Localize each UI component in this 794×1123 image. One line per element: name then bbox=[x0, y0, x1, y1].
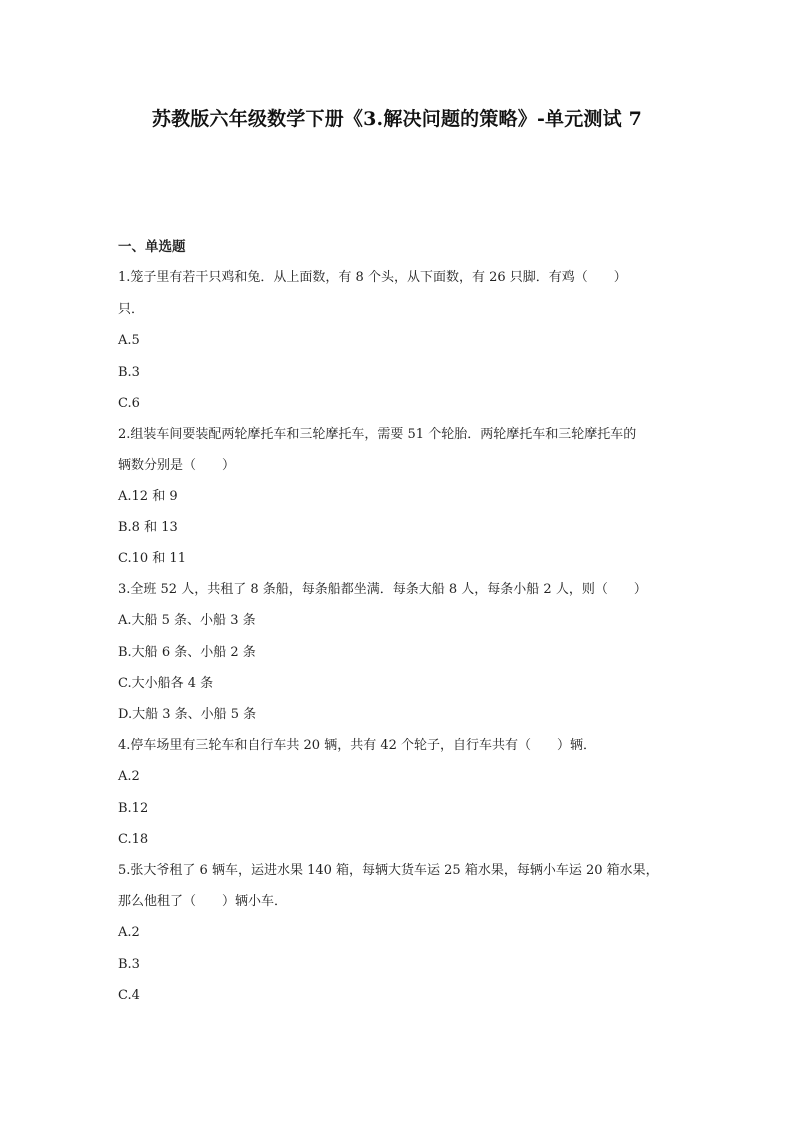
question-1-option-c: C.6 bbox=[118, 396, 140, 411]
question-2-option-a: A.12 和 9 bbox=[118, 489, 178, 504]
question-5-option-c: C.4 bbox=[118, 988, 140, 1003]
question-3-option-b: B.大船 6 条、小船 2 条 bbox=[118, 645, 256, 660]
question-5-stem-line-1: 5.张大爷租了 6 辆车，运进水果 140 箱，每辆大货车运 25 箱水果，每辆小车运 20 箱水果， bbox=[118, 863, 659, 878]
question-3-option-d: D.大船 3 条、小船 5 条 bbox=[118, 707, 257, 722]
question-2-stem-line-1: 2.组装车间要装配两轮摩托车和三轮摩托车，需要 51 个轮胎．两轮摩托车和三轮摩托车的 bbox=[118, 427, 637, 442]
question-4-stem: 4.停车场里有三轮车和自行车共 20 辆，共有 42 个轮子，自行车共有（ ）辆． bbox=[118, 738, 597, 753]
question-3-option-c: C.大小船各 4 条 bbox=[118, 676, 214, 691]
question-2-option-b: B.8 和 13 bbox=[118, 520, 178, 535]
question-1-option-a: A.5 bbox=[118, 333, 140, 348]
question-2-option-c: C.10 和 11 bbox=[118, 551, 186, 566]
question-2-stem-line-2: 辆数分别是（ ） bbox=[118, 458, 236, 473]
document-title: 苏教版六年级数学下册《3.解决问题的策略》-单元测试 7 bbox=[151, 108, 643, 130]
question-5-option-b: B.3 bbox=[118, 957, 140, 972]
question-4-option-b: B.12 bbox=[118, 801, 149, 816]
question-5-option-a: A.2 bbox=[118, 925, 140, 940]
question-4-option-c: C.18 bbox=[118, 832, 149, 847]
question-4-option-a: A.2 bbox=[118, 769, 140, 784]
question-1-option-b: B.3 bbox=[118, 365, 140, 380]
question-3-option-a: A.大船 5 条、小船 3 条 bbox=[118, 613, 256, 628]
question-1-stem-line-2: 只． bbox=[118, 302, 145, 317]
question-5-stem-line-2: 那么他租了（ ）辆小车． bbox=[118, 894, 288, 909]
question-1-stem-line-1: 1.笼子里有若干只鸡和兔．从上面数，有 8 个头，从下面数，有 26 只脚．有鸡（ ） bbox=[118, 270, 627, 285]
section-heading: 一、单选题 bbox=[118, 239, 186, 255]
question-3-stem: 3.全班 52 人，共租了 8 条船，每条船都坐满．每条大船 8 人，每条小船 2 人，则（ ） bbox=[118, 582, 647, 597]
